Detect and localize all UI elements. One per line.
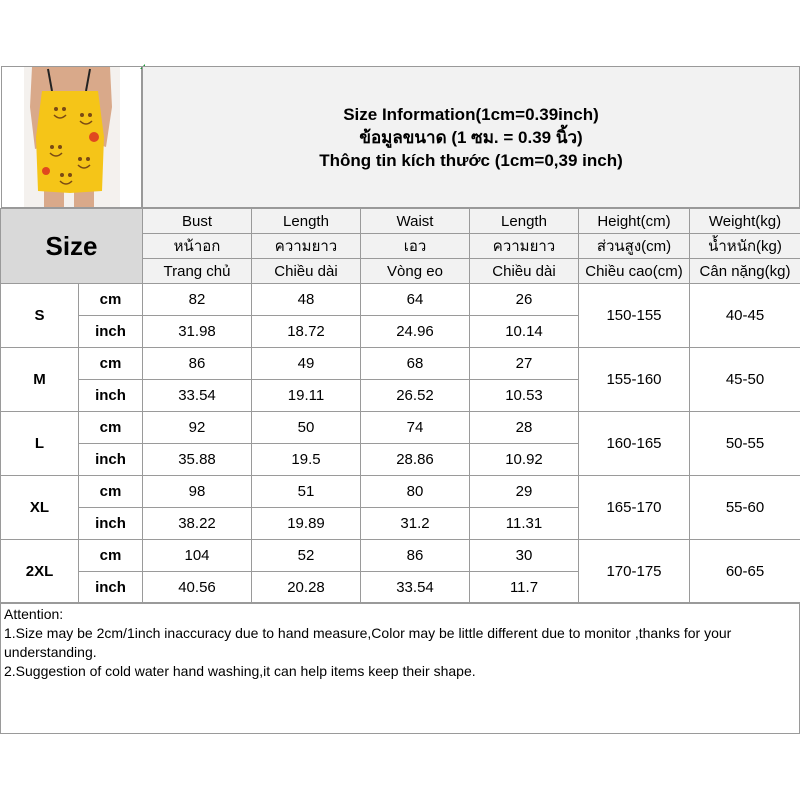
length2-value: 26: [470, 284, 579, 316]
waist-value: 86: [361, 540, 470, 572]
waist-value: 31.2: [361, 508, 470, 540]
weight-range: 50-55: [690, 412, 800, 476]
unit-label: cm: [79, 412, 143, 444]
title-vietnamese: Thông tin kích thước (1cm=0,39 inch): [319, 150, 623, 170]
length-value: 19.11: [252, 380, 361, 412]
attention-note: [0, 602, 800, 734]
col-waist-th: เอว: [361, 234, 470, 259]
size-table: [0, 208, 800, 604]
size-chart: [0, 66, 800, 734]
length2-value: 11.31: [470, 508, 579, 540]
length2-value: 10.53: [470, 380, 579, 412]
title-thai: ข้อมูลขนาด (1 ซม. = 0.39 นิ้ว): [359, 127, 583, 147]
attention-line-1: 1.Size may be 2cm/1inch inaccuracy due to hand measure,Color may be little different due to monitor ,thanks for your understanding.: [4, 625, 732, 660]
unit-label: inch: [79, 316, 143, 348]
size-label: L: [1, 412, 79, 476]
bust-value: 92: [143, 412, 252, 444]
length-value: 50: [252, 412, 361, 444]
size-label: 2XL: [1, 540, 79, 604]
header-row-english: [1, 209, 800, 234]
size-header: Size: [1, 209, 143, 284]
length-value: 19.5: [252, 444, 361, 476]
size-label: S: [1, 284, 79, 348]
unit-label: cm: [79, 540, 143, 572]
unit-label: inch: [79, 572, 143, 604]
waist-value: 24.96: [361, 316, 470, 348]
col-weight-vi: Cân nặng(kg): [690, 259, 800, 284]
unit-label: inch: [79, 508, 143, 540]
size-information-header: [142, 66, 800, 208]
bust-value: 31.98: [143, 316, 252, 348]
height-range: 165-170: [579, 476, 690, 540]
table-row: [1, 348, 800, 380]
col-length2-th: ความยาว: [470, 234, 579, 259]
length-value: 52: [252, 540, 361, 572]
weight-range: 45-50: [690, 348, 800, 412]
attention-line-2: 2.Suggestion of cold water hand washing,it can help items keep their shape.: [4, 663, 476, 679]
bust-value: 86: [143, 348, 252, 380]
col-waist-vi: Vòng eo: [361, 259, 470, 284]
bust-value: 40.56: [143, 572, 252, 604]
length2-value: 10.14: [470, 316, 579, 348]
col-bust-th: หน้าอก: [143, 234, 252, 259]
col-length-vi: Chiều dài: [252, 259, 361, 284]
height-range: 170-175: [579, 540, 690, 604]
waist-value: 33.54: [361, 572, 470, 604]
col-bust-vi: Trang chủ: [143, 259, 252, 284]
unit-label: cm: [79, 476, 143, 508]
col-length-th: ความยาว: [252, 234, 361, 259]
col-height-vi: Chiều cao(cm): [579, 259, 690, 284]
table-row: [1, 540, 800, 572]
col-height-en: Height(cm): [579, 209, 690, 234]
bust-value: 33.54: [143, 380, 252, 412]
attention-heading: Attention:: [4, 606, 64, 622]
waist-value: 80: [361, 476, 470, 508]
title-english: Size Information(1cm=0.39inch): [343, 104, 599, 124]
col-length2-en: Length: [470, 209, 579, 234]
waist-value: 26.52: [361, 380, 470, 412]
col-height-th: ส่วนสูง(cm): [579, 234, 690, 259]
bust-value: 38.22: [143, 508, 252, 540]
weight-range: 55-60: [690, 476, 800, 540]
waist-value: 28.86: [361, 444, 470, 476]
length-value: 19.89: [252, 508, 361, 540]
product-image: [2, 67, 141, 207]
length2-value: 10.92: [470, 444, 579, 476]
waist-value: 68: [361, 348, 470, 380]
length-value: 48: [252, 284, 361, 316]
col-waist-en: Waist: [361, 209, 470, 234]
size-label: M: [1, 348, 79, 412]
col-length2-vi: Chiều dài: [470, 259, 579, 284]
length2-value: 28: [470, 412, 579, 444]
length-value: 49: [252, 348, 361, 380]
height-range: 160-165: [579, 412, 690, 476]
product-photo: [1, 66, 142, 208]
bust-value: 98: [143, 476, 252, 508]
height-range: 155-160: [579, 348, 690, 412]
waist-value: 74: [361, 412, 470, 444]
length2-value: 30: [470, 540, 579, 572]
weight-range: 60-65: [690, 540, 800, 604]
size-label: XL: [1, 476, 79, 540]
bust-value: 35.88: [143, 444, 252, 476]
unit-label: cm: [79, 348, 143, 380]
col-weight-th: น้ำหนัก(kg): [690, 234, 800, 259]
length2-value: 29: [470, 476, 579, 508]
height-range: 150-155: [579, 284, 690, 348]
col-weight-en: Weight(kg): [690, 209, 800, 234]
unit-label: inch: [79, 444, 143, 476]
unit-label: cm: [79, 284, 143, 316]
waist-value: 64: [361, 284, 470, 316]
weight-range: 40-45: [690, 284, 800, 348]
col-length-en: Length: [252, 209, 361, 234]
length2-value: 27: [470, 348, 579, 380]
col-bust-en: Bust: [143, 209, 252, 234]
unit-label: inch: [79, 380, 143, 412]
length-value: 18.72: [252, 316, 361, 348]
length2-value: 11.7: [470, 572, 579, 604]
bust-value: 104: [143, 540, 252, 572]
length-value: 20.28: [252, 572, 361, 604]
table-row: [1, 476, 800, 508]
table-row: [1, 284, 800, 316]
table-row: [1, 412, 800, 444]
bust-value: 82: [143, 284, 252, 316]
length-value: 51: [252, 476, 361, 508]
